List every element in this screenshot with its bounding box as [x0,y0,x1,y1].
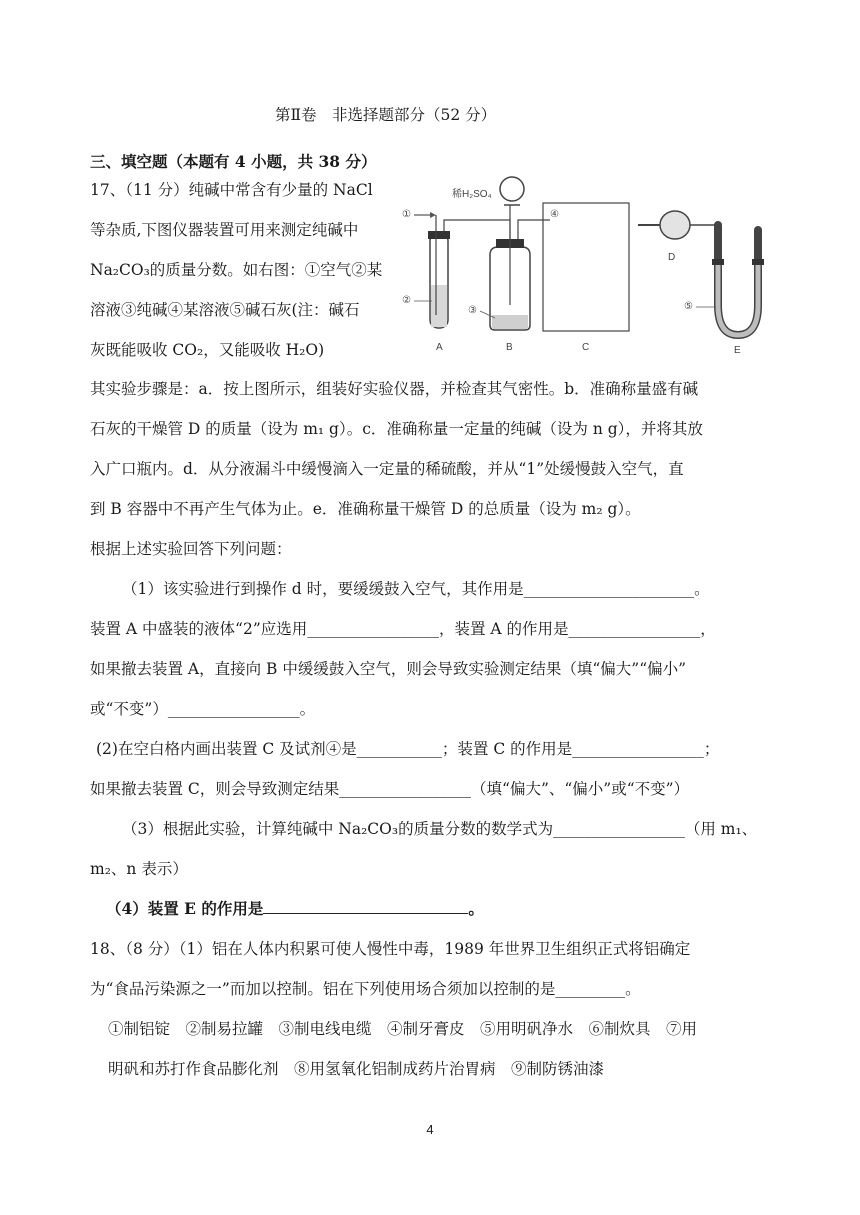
q17-question-1-cont-1: 装置 A 中盛装的液体“2”应选用_________________，装置 A 的作用是_________________， [90,620,716,638]
section-title: 第Ⅱ卷 非选择题部分（52 分） [275,106,497,124]
label-d: D [668,252,676,263]
marker-5-label: ⑤ [684,301,693,312]
q18-options-line-1: ①制铝锭 ②制易拉罐 ③制电线电缆 ④制牙膏皮 ⑤用明矾净水 ⑥制炊具 ⑦用 [108,1020,698,1038]
q17-question-2: (2)在空白格内画出装置 C 及试剂④是___________；装置 C 的作用是_________________； [96,740,720,758]
q17-question-1-cont-3: 或“不变”）_________________。 [90,700,316,718]
bottle-b-solid [492,315,528,329]
q17-intro-line-3: Na₂CO₃的质量分数。如右图：①空气②某 [90,261,383,279]
q17-question-2-cont: 如果撤去装置 C，则会导致测定结果_________________（填“偏大”、“偏小”或“不变”） [90,780,690,798]
q17-question-4 [106,899,484,919]
q17-question-1-cont-2: 如果撤去装置 A，直接向 B 中缓缓鼓入空气，则会导致实验测定结果（填“偏大”“偏小” [90,660,687,678]
q17-steps-line-4: 到 B 容器中不再产生气体为止。e．准确称量干燥管 D 的总质量（设为 m₂ g）。 [90,500,641,518]
marker-3-label: ③ [468,305,477,316]
q17-question-4-blank[interactable] [263,899,468,914]
u-tube-e [718,225,758,335]
q18-line-2: 为“食品污染源之一”而加以控制。铝在下列使用场合须加以控制的是_________。 [90,980,641,998]
q18-line-1: 18、（8 分）（1）铝在人体内积累可使人慢性中毒，1989 年世界卫生组织正式将铝确定 [90,940,691,958]
q18-options-line-2: 明矾和苏打作食品膨化剂 ⑧用氢氧化铝制成药片治胃病 ⑨制防锈油漆 [108,1060,605,1078]
drying-tube-d [660,211,690,239]
tube-a-liquid [431,285,447,327]
q17-intro-line-2: 等杂质,下图仪器装置可用来测定纯碱中 [90,221,359,239]
marker-4-label: ④ [550,209,559,220]
label-b: B [506,342,513,353]
marker-1-label: ① [402,209,411,220]
q17-steps-line-3: 入广口瓶内。d．从分液漏斗中缓慢滴入一定量的稀硫酸，并从“1”处缓慢鼓入空气，直 [90,460,684,478]
q17-steps-line-1: 其实验步骤是：a．按上图所示，组装好实验仪器，并检查其气密性。b．准确称量盛有碱 [90,380,699,398]
marker-2-label: ② [402,295,411,306]
reagent-label: 稀H₂SO₄ [452,189,492,200]
label-a: A [436,342,443,353]
separatory-funnel [500,177,524,201]
pipe-b-c [518,220,550,239]
q17-intro-line-5: 灰既能吸收 CO₂，又能吸收 H₂O) [90,341,325,359]
apparatus-diagram [400,175,770,360]
tube-a-stopper [428,231,450,239]
q17-intro-line-4: 溶液③纯碱④某溶液⑤碱石灰(注：碱石 [90,301,360,319]
air-inlet-arrowhead [430,212,436,218]
u-tube-e-fill [718,263,758,335]
section-heading: 三、填空题（本题有 4 小题，共 38 分） [90,152,377,171]
u-tube-e-stopper-right [752,259,764,265]
marker-3-leader [480,311,495,318]
q17-question-4-end: 。 [468,899,484,918]
q17-steps-line-2: 石灰的干燥管 D 的质量（设为 m₁ g）。c．准确称量一定量的纯碱（设为 n g），并将其放 [90,420,703,438]
q17-answer-prompt: 根据上述实验回答下列问题： [90,540,292,558]
label-e: E [734,345,741,356]
q17-question-1: （1）该实验进行到操作 d 时，要缓缓鼓入空气，其作用是______________________。 [122,580,710,598]
q17-question-3: （3）根据此实验，计算纯碱中 Na₂CO₃的质量分数的数学式为_________________（用 m₁、 [122,820,758,838]
label-c: C [582,342,590,353]
page-number: 4 [426,1122,434,1137]
q17-intro-line-1: 17、（11 分）纯碱中常含有少量的 NaCl [90,181,373,199]
q17-question-3-cont: m₂、n 表示） [90,860,188,878]
box-c [543,203,629,331]
q17-question-4-text: （4）装置 E 的作用是 [106,899,264,918]
u-tube-e-stopper-left [712,259,724,265]
